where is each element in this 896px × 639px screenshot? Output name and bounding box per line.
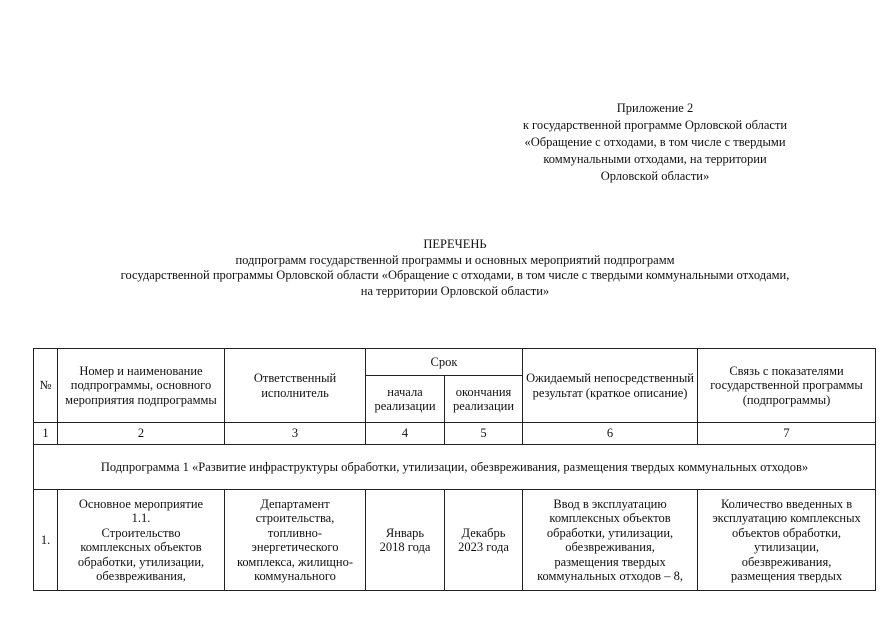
appendix-line: коммунальными отходами, на территории [543,152,767,166]
row-executor-line: коммунального [254,569,336,583]
row-name-line: Основное мероприятие [78,496,204,511]
row-link-line: размещения твердых [730,569,843,583]
row-end-line: Декабрь [461,525,506,540]
row-result-line: обезвреживания, [565,540,655,554]
row-result-line: Ввод в эксплуатацию [553,496,667,511]
header-term: Срок [366,349,523,376]
row-name [58,490,225,591]
heading-line: подпрограмм государственной программы и основных мероприятий подпрограмм [235,252,675,267]
header-num: № [34,349,58,423]
row-executor-line: энергетического [251,540,339,554]
row-result-line: комплексных объектов [549,511,671,525]
row-link-line: объектов обработки, [732,525,842,540]
program-list-table [33,348,876,591]
subprogram-title: Подпрограмма 1 «Развитие инфраструктуры обработки, утилизации, обезвреживания, размещения твердых коммунальных отходов» [34,445,876,490]
row-link-line: Количество введенных в [720,496,853,511]
header-link: Связь с показателями государственной программы (подпрограммы) [698,349,876,423]
row-link-line: эксплуатацию комплексных [712,511,861,525]
row-executor-line: строительства, [255,511,335,525]
header-name: Номер и наименование подпрограммы, основного мероприятия подпрограммы [58,349,225,423]
heading-line: на территории Орловской области» [360,283,550,298]
appendix-block [480,100,830,185]
row-link-line: обезвреживания, [741,554,832,569]
column-number-row [34,423,876,445]
subprogram-row [34,445,876,490]
heading-line: государственной программы Орловской области «Обращение с отходами, в том числе с твердыми коммунальными отходами, [120,268,790,282]
appendix-line: Приложение 2 [616,101,694,115]
row-name-line: обезвреживания, [96,569,186,583]
row-name-line: обработки, утилизации, [77,554,205,569]
row-executor-line: топливно- [267,525,323,540]
row-name-line: Строительство [101,525,181,540]
document-heading [40,237,870,299]
header-row [34,349,876,376]
row-result-line: обработки, утилизации, [546,525,674,540]
column-number: 1 [34,423,58,445]
header-start: начала реализации [366,376,445,423]
row-end [445,490,523,591]
column-number: 2 [58,423,225,445]
column-number: 4 [366,423,445,445]
row-result [523,490,698,591]
appendix-line: Орловской области» [600,169,710,183]
row-num: 1. [34,490,58,591]
column-number: 6 [523,423,698,445]
row-result-line: размещения твердых [554,554,666,569]
row-name-line: 1.1. [131,511,151,525]
row-start-line: 2018 года [379,540,431,554]
row-executor [225,490,366,591]
column-number: 5 [445,423,523,445]
header-result: Ожидаемый непосредственный результат (краткое описание) [523,349,698,423]
row-result-line: коммунальных отходов – 8, [537,569,683,583]
row-link [698,490,876,591]
row-executor-line: Департамент [260,496,330,511]
header-end: окончания реализации [445,376,523,423]
row-link-line: утилизации, [754,540,820,554]
row-start [366,490,445,591]
row-end-line: 2023 года [458,540,509,554]
row-executor-line: комплекса, жилищно- [236,554,354,569]
document-title: ПЕРЕЧЕНЬ [423,237,487,251]
header-executor: Ответственный исполнитель [225,349,366,423]
table-row [34,490,876,591]
column-number: 7 [698,423,876,445]
row-start-line: Январь [385,525,425,540]
column-number: 3 [225,423,366,445]
row-name-line: комплексных объектов [80,540,202,554]
appendix-line: «Обращение с отходами, в том числе с твердыми [524,135,786,149]
appendix-line: к государственной программе Орловской области [522,118,788,132]
